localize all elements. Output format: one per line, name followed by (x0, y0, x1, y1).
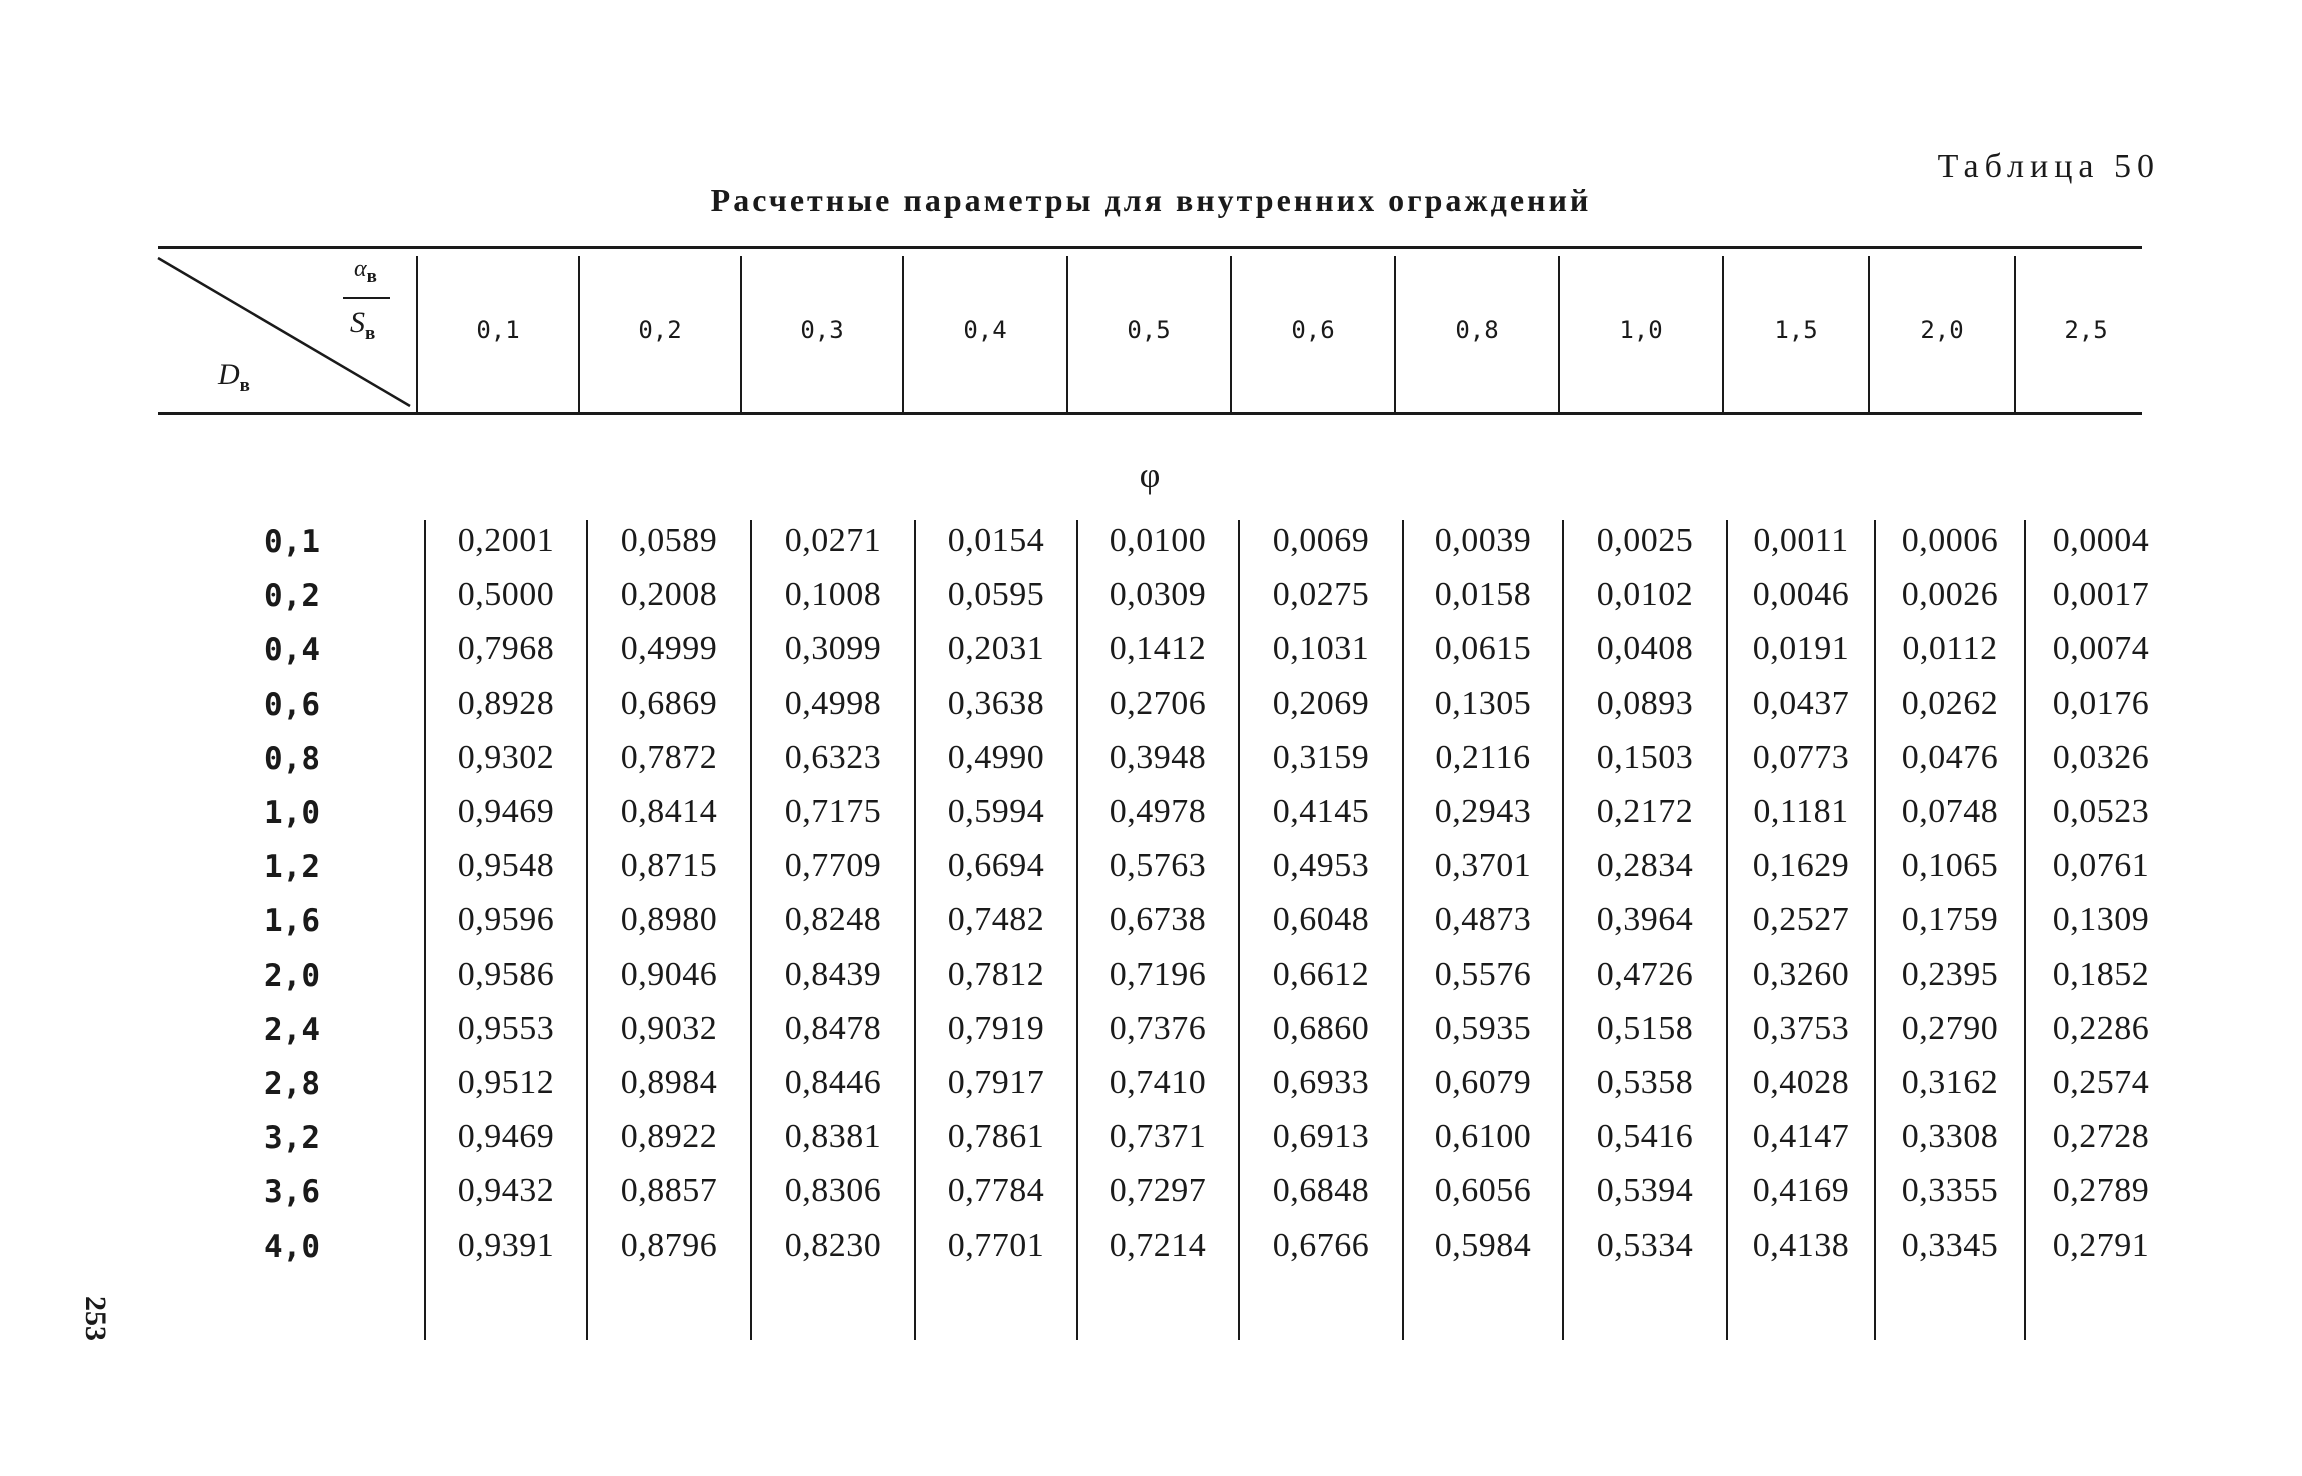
table-cell: 0,0761 (2052, 847, 2150, 885)
table-cell: 0,4726 (1596, 955, 1694, 993)
table-cell: 0,4145 (1272, 793, 1370, 830)
table-cell: 0,3355 (1901, 1172, 1999, 1210)
table-cell: 0,0102 (1596, 576, 1694, 614)
row-parameter (218, 358, 250, 397)
table-cell: 0,6048 (1272, 901, 1370, 939)
table-cell: 0,1852 (2052, 955, 2150, 993)
s-subscript: в (365, 323, 376, 344)
table-cell: 0,0326 (2052, 738, 2150, 776)
table-cell: 0,8414 (620, 793, 718, 830)
alpha-subscript: в (366, 265, 377, 287)
table-cell: 0,6323 (784, 738, 882, 776)
table-cell: 0,9596 (457, 901, 555, 939)
table-cell: 0,0074 (2052, 630, 2150, 668)
table-cell: 0,6913 (1272, 1118, 1370, 1156)
table-cell: 0,4978 (1109, 793, 1207, 830)
table-cell: 0,9553 (457, 1009, 555, 1047)
table-cell: 0,2172 (1596, 793, 1694, 830)
table-cell: 0,2527 (1752, 901, 1850, 939)
column-header: 2,0 (1920, 316, 1964, 344)
phi-symbol: φ (1139, 455, 1161, 495)
table-cell: 0,0039 (1434, 522, 1532, 559)
row-label: 0,1 (264, 524, 320, 560)
table-cell: 0,0017 (2052, 576, 2150, 614)
table-cell: 0,5394 (1596, 1172, 1694, 1210)
column-header: 0,1 (476, 316, 520, 344)
table-cell: 0,0191 (1752, 630, 1850, 668)
table-cell: 0,7297 (1109, 1172, 1207, 1210)
table-cell: 0,8928 (457, 684, 555, 722)
table-cell: 0,9469 (457, 1118, 555, 1156)
row-label: 1,6 (264, 903, 320, 940)
table-cell: 0,8230 (784, 1226, 882, 1264)
table-cell: 0,8381 (784, 1118, 882, 1156)
table-cell: 0,0069 (1272, 522, 1370, 559)
table-cell: 0,7175 (784, 793, 882, 830)
table-cell: 0,9032 (620, 1009, 718, 1047)
table-cell: 0,2574 (2052, 1064, 2150, 1101)
column-header: 0,3 (800, 316, 844, 344)
table-cell: 0,3638 (947, 684, 1045, 722)
row-label: 2,0 (264, 957, 320, 994)
table-cell: 0,8715 (620, 847, 718, 885)
table-cell: 0,9302 (457, 738, 555, 776)
table-cell: 0,9432 (457, 1172, 555, 1210)
table-cell: 0,0046 (1752, 576, 1850, 614)
table-cell: 0,0589 (620, 522, 718, 559)
row-label: 2,8 (264, 1066, 320, 1102)
table-cell: 0,6694 (947, 847, 1045, 885)
column-header: 1,0 (1619, 316, 1663, 344)
table-cell: 0,3701 (1434, 847, 1532, 885)
row-label: 4,0 (264, 1228, 320, 1265)
header-corner-diagonal (158, 258, 418, 408)
table-cell: 0,0748 (1901, 793, 1999, 830)
table-cell: 0,0595 (947, 576, 1045, 614)
table-cell: 0,6860 (1272, 1009, 1370, 1047)
row-label: 3,2 (264, 1120, 320, 1157)
row-label: 0,2 (264, 578, 320, 615)
table-cell: 0,5935 (1434, 1009, 1532, 1047)
table-number-label: Таблица 50 (1937, 148, 2160, 185)
table-cell: 0,3260 (1752, 955, 1850, 993)
table-cell: 0,3753 (1752, 1009, 1850, 1047)
table-cell: 0,0154 (947, 522, 1045, 559)
table-cell: 0,6100 (1434, 1118, 1532, 1156)
column-header: 1,5 (1774, 316, 1818, 344)
table-cell: 0,7917 (947, 1064, 1045, 1101)
d-symbol: D (218, 358, 240, 391)
table-cell: 0,0100 (1109, 522, 1207, 559)
table-cell: 0,0158 (1434, 576, 1532, 614)
table-cell: 0,0271 (784, 522, 882, 559)
table-cell: 0,0275 (1272, 576, 1370, 614)
table-cell: 0,4990 (947, 738, 1045, 776)
table-cell: 0,0523 (2052, 793, 2150, 830)
column-header: 0,6 (1291, 316, 1335, 344)
table-cell: 0,5334 (1596, 1226, 1694, 1264)
table-cell: 0,7482 (947, 901, 1045, 939)
table-cell: 0,2008 (620, 576, 718, 614)
table-cell: 0,4998 (784, 684, 882, 722)
table-cell: 0,4028 (1752, 1064, 1850, 1101)
alpha-symbol: α (354, 256, 367, 282)
table-cell: 0,3308 (1901, 1118, 1999, 1156)
table-cell: 0,2069 (1272, 684, 1370, 722)
column-header: 0,5 (1127, 316, 1171, 344)
table-cell: 0,3345 (1901, 1226, 1999, 1264)
table-cell: 0,3948 (1109, 738, 1207, 776)
table-cell: 0,8980 (620, 901, 718, 939)
table-cell: 0,1065 (1901, 847, 1999, 885)
table-cell: 0,1759 (1901, 901, 1999, 939)
table-cell: 0,2943 (1434, 793, 1532, 830)
table-cell: 0,8306 (784, 1172, 882, 1210)
row-label: 0,6 (264, 686, 320, 723)
table-cell: 0,9512 (457, 1064, 555, 1101)
table-cell: 0,4873 (1434, 901, 1532, 939)
header-bottom-rule (158, 412, 2142, 415)
table-cell: 0,1031 (1272, 630, 1370, 668)
table-cell: 0,0026 (1901, 576, 1999, 614)
table-cell: 0,7812 (947, 955, 1045, 993)
table-cell: 0,0112 (1902, 630, 1998, 668)
table-cell: 0,2728 (2052, 1118, 2150, 1156)
table-cell: 0,7861 (947, 1118, 1045, 1156)
table-cell: 0,7709 (784, 847, 882, 885)
table-cell: 0,2789 (2052, 1172, 2150, 1210)
table-cell: 0,4953 (1272, 847, 1370, 885)
table-cell: 0,6766 (1272, 1226, 1370, 1264)
row-label: 0,8 (264, 740, 320, 777)
row-label: 1,0 (264, 795, 320, 831)
table-cell: 0,9391 (457, 1226, 555, 1264)
column-parameter-upper (354, 256, 377, 288)
table-cell: 0,6056 (1434, 1172, 1532, 1210)
table-cell: 0,5763 (1109, 847, 1207, 885)
column-header: 0,2 (638, 316, 682, 344)
table-cell: 0,7371 (1109, 1118, 1207, 1156)
table-cell: 0,8248 (784, 901, 882, 939)
table-cell: 0,3964 (1596, 901, 1694, 939)
table-cell: 0,9046 (620, 955, 718, 993)
table-cell: 0,1629 (1752, 847, 1850, 885)
table-cell: 0,5994 (947, 793, 1045, 830)
d-subscript: в (239, 375, 250, 396)
table-cell: 0,7872 (620, 738, 718, 776)
table-cell: 0,7968 (457, 630, 555, 668)
column-parameter-lower (350, 306, 375, 345)
table-cell: 0,0615 (1434, 630, 1532, 668)
table-cell: 0,3159 (1272, 738, 1370, 776)
table-cell: 0,0004 (2052, 522, 2150, 559)
table-cell: 0,8446 (784, 1064, 882, 1101)
table-cell: 0,0408 (1596, 630, 1694, 668)
table-cell: 0,8857 (620, 1172, 718, 1210)
row-label: 1,2 (264, 849, 320, 886)
table-cell: 0,2116 (1435, 738, 1531, 776)
table-cell: 0,1412 (1109, 630, 1207, 668)
table-cell: 0,2791 (2052, 1226, 2150, 1264)
table-cell: 0,3162 (1901, 1064, 1999, 1101)
table-cell: 0,2286 (2052, 1009, 2150, 1047)
column-header: 0,8 (1455, 316, 1499, 344)
table-cell: 0,0309 (1109, 576, 1207, 614)
table-cell: 0,0476 (1901, 738, 1999, 776)
table-cell: 0,7196 (1109, 955, 1207, 993)
table-cell: 0,9548 (457, 847, 555, 885)
header-top-rule (158, 246, 2142, 249)
table-cell: 0,7919 (947, 1009, 1045, 1047)
table-cell: 0,0773 (1752, 738, 1850, 776)
table-cell: 0,8922 (620, 1118, 718, 1156)
table-cell: 0,3099 (784, 630, 882, 668)
table-cell: 0,2790 (1901, 1009, 1999, 1047)
table-cell: 0,5000 (457, 576, 555, 614)
table-cell: 0,0262 (1901, 684, 1999, 722)
table-cell: 0,4147 (1752, 1118, 1850, 1156)
table-cell: 0,5576 (1434, 955, 1532, 993)
table-cell: 0,4138 (1752, 1226, 1850, 1264)
table-cell: 0,0006 (1901, 522, 1999, 559)
table-cell: 0,0437 (1752, 684, 1850, 722)
table-cell: 0,7410 (1109, 1064, 1207, 1101)
table-cell: 0,5984 (1434, 1226, 1532, 1264)
table-cell: 0,8439 (784, 955, 882, 993)
table-cell: 0,1008 (784, 576, 882, 614)
row-label: 0,4 (264, 632, 320, 669)
table-cell: 0,4169 (1752, 1172, 1850, 1210)
table-cell: 0,0893 (1596, 684, 1694, 722)
table-cell: 0,2031 (947, 630, 1045, 668)
table-cell: 0,6869 (620, 684, 718, 722)
row-label: 2,4 (264, 1011, 320, 1048)
table-cell: 0,2001 (457, 522, 555, 559)
table-cell: 0,4999 (620, 630, 718, 668)
table-title: Расчетные параметры для внутренних ограждений (710, 182, 1592, 218)
table-cell: 0,1305 (1434, 684, 1532, 722)
table-cell: 0,1503 (1596, 738, 1694, 776)
table-cell: 0,0176 (2052, 684, 2150, 722)
column-header: 0,4 (963, 316, 1007, 344)
table-cell: 0,5158 (1596, 1009, 1694, 1047)
table-cell: 0,0025 (1596, 522, 1694, 559)
table-cell: 0,5358 (1596, 1064, 1694, 1101)
table-cell: 0,8478 (784, 1009, 882, 1047)
table-cell: 0,6738 (1109, 901, 1207, 939)
row-label: 3,6 (264, 1174, 320, 1211)
table-cell: 0,8984 (620, 1064, 718, 1101)
table-cell: 0,9586 (457, 955, 555, 993)
s-symbol: S (350, 306, 365, 339)
table-cell: 0,2706 (1109, 684, 1207, 722)
table-cell: 0,0011 (1753, 522, 1849, 559)
table-cell: 0,2395 (1901, 955, 1999, 993)
table-cell: 0,7376 (1109, 1009, 1207, 1047)
table-cell: 0,7701 (947, 1226, 1045, 1264)
table-cell: 0,1181 (1753, 793, 1849, 830)
table-cell: 0,9469 (457, 793, 555, 830)
table-cell: 0,7784 (947, 1172, 1045, 1210)
column-header: 2,5 (2064, 316, 2108, 344)
table-cell: 0,1309 (2052, 901, 2150, 939)
table-cell: 0,7214 (1109, 1226, 1207, 1264)
table-cell: 0,6079 (1434, 1064, 1532, 1101)
page-number: 253 (79, 1296, 112, 1341)
table-cell: 0,6848 (1272, 1172, 1370, 1210)
table-cell: 0,6612 (1272, 955, 1370, 993)
table-cell: 0,2834 (1596, 847, 1694, 885)
table-cell: 0,6933 (1272, 1064, 1370, 1101)
table-cell: 0,5416 (1596, 1118, 1694, 1156)
table-cell: 0,8796 (620, 1226, 718, 1264)
